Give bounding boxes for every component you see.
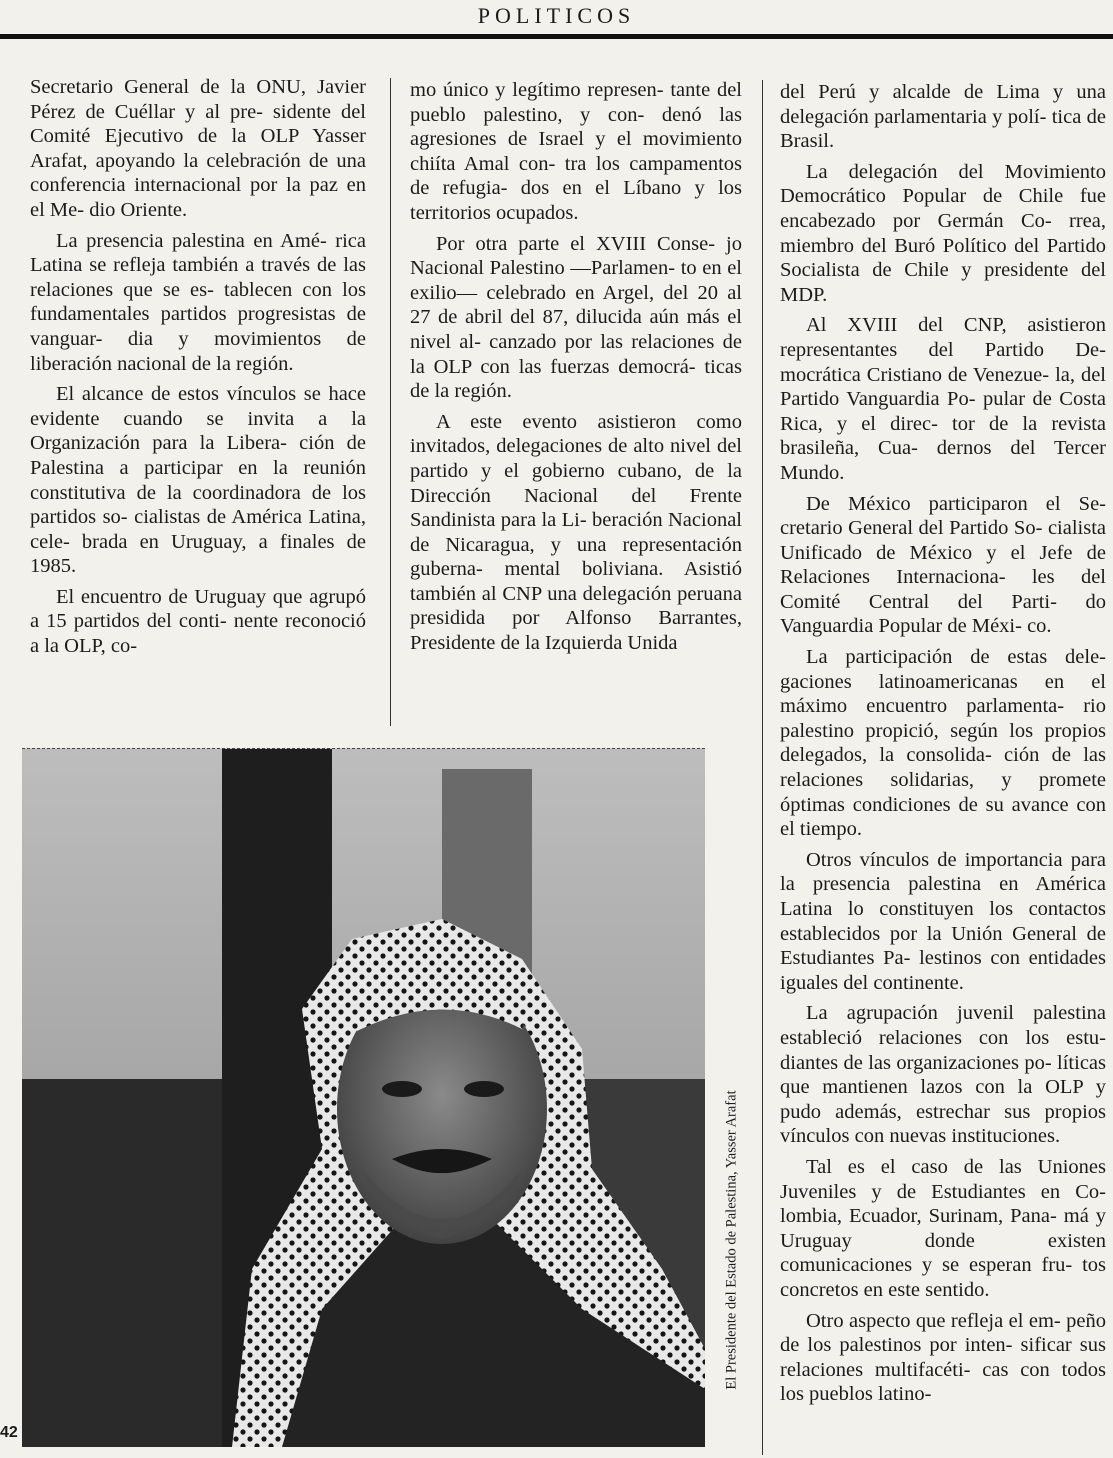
section-header: POLITICOS (477, 3, 636, 28)
paragraph: De México participaron el Se- cretario General del Partido So- cialista Unificado de México y el Jefe de Relaciones Internaciona- les del Comité Central del Parti- do Vanguardia Popular de Méxi- co. (780, 492, 1106, 638)
text-column-3 (780, 80, 1106, 1413)
page-number: 42 (0, 1424, 18, 1441)
paragraph: La agrupación juvenil palestina estableció relaciones con los estu- diantes de las organizaciones po- líticas que mantienen lazos con la OLP y pudo además, estrechar sus propios vínculos con nuevas instituciones. (780, 1002, 1106, 1148)
column-divider-2 (762, 80, 763, 1455)
paragraph: Secretario General de la ONU, Javier Pérez de Cuéllar y al pre- sidente del Comité Ejecutivo de la OLP Yasser Arafat, apoyando la celebración de una conferencia internacional por la paz en el Me- dio Oriente. (30, 76, 366, 221)
paragraph: del Perú y alcalde de Lima y una delegación parlamentaria y polí- tica de Brasil. (780, 81, 1106, 153)
photo-caption-text: El Presidente del Estado de Palestina, Yasser Arafat (723, 1090, 740, 1390)
paragraph: La participación de estas dele- gaciones latinoamericanas en el máximo encuentro parlamenta- rio palestino propició, según los propios delegados, la consolida- ción de las relaciones solidarias, y promete óptimas condiciones de su avance con el tiempo. (780, 646, 1106, 841)
header-rule (0, 34, 1113, 39)
paragraph: Otro aspecto que refleja el em- peño de los palestinos por inten- sificar sus relaciones multifacéti- cas con todos los pueblos latino- (780, 1309, 1106, 1406)
paragraph: Al XVIII del CNP, asistieron representantes del Partido De- mocrática Cristiano de Venezue- la, del Partido Vanguardia Po- pular de Costa Rica, y el direc- tor de la revista brasileña, Cua- dernos del Tercer Mundo. (780, 314, 1106, 484)
paragraph: mo único y legítimo represen- tante del pueblo palestino, y con- denó las agresiones de Israel y el movimiento chiíta Amal con- tra los campamentos de refugia- dos en el Líbano y los territorios ocupados. (410, 79, 742, 224)
arafat-photo (22, 748, 705, 1447)
photo-caption (722, 1030, 742, 1450)
paragraph: El alcance de estos vínculos se hace evidente cuando se invita a la Organización para la Libera- ción de Palestina a participar en la reunión constitutiva de la coordinadora de los partidos so- cialistas de América Latina, cele- brada en Uruguay, a finales de 1985. (30, 383, 366, 578)
paragraph: La delegación del Movimiento Democrático Popular de Chile fue encabezado por Germán Co- rrea, miembro del Buró Político del Partido Socialista de Chile y presidente del MDP. (780, 160, 1106, 306)
paragraph: El encuentro de Uruguay que agrupó a 15 partidos del conti- nente reconoció a la OLP, co- (30, 585, 366, 658)
column-divider-1 (390, 78, 391, 726)
text-column-2 (410, 78, 742, 662)
paragraph: La presencia palestina en Amé- rica Latina se refleja también a través de las relaciones que se es- tablecen con los fundamentales partidos progresistas de vanguar- dia y movimientos de liberación nacional de la región. (30, 229, 366, 375)
paragraph: Tal es el caso de las Uniones Juveniles y de Estudiantes en Co- lombia, Ecuador, Surinam, Pana- má y Uruguay donde existen comunicaciones y se esperan fru- tos concretos en este sentido. (780, 1155, 1106, 1301)
paragraph: A este evento asistieron como invitados, delegaciones de alto nivel del partido y el gobierno cubano, de la Dirección Nacional del Frente Sandinista para la Li- beración Nacional de Nicaragua, y una representación guberna- mental boliviana. Asistió también al CNP una delegación peruana presidida por Alfonso Barrantes, Presidente de la Izquierda Unida (410, 410, 742, 655)
text-column-1 (30, 75, 366, 665)
paragraph: Otros vínculos de importancia para la presencia palestina en América Latina lo constituyen los contactos establecidos por la Unión General de Estudiantes Pa- lestinos con entidades iguales del continente. (780, 848, 1106, 994)
paragraph: Por otra parte el XVIII Conse- jo Nacional Palestino —Parlamen- to en el exilio— celebrado en Argel, del 20 al 27 de abril del 87, dilucida aún más el nivel al- canzado por las relaciones de la OLP con las fuerzas democrá- ticas de la región. (410, 232, 742, 403)
portrait-photo-icon (22, 749, 705, 1447)
